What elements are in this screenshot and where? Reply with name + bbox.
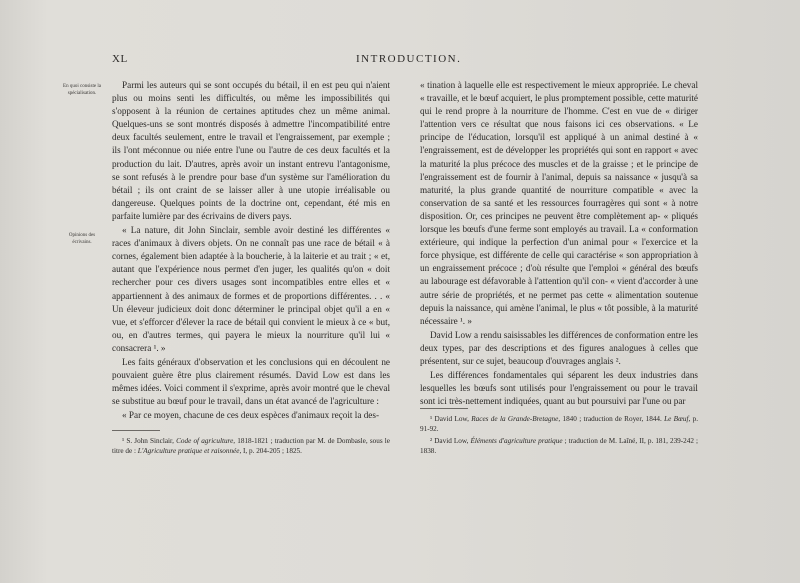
page-number: XL — [112, 53, 128, 65]
paragraph: David Low a rendu saisissables les différences de conformation entre les deux types, par des descriptions et des figures analogues à celles que présentent, sur ce sujet, beaucoup d'ouvrages anglais ². — [420, 329, 698, 366]
footnotes-right — [420, 414, 698, 457]
footnotes-left — [112, 436, 390, 457]
footnote-divider — [112, 430, 160, 431]
paragraph-quote-continued: « tination à laquelle elle est respectivement le mieux appropriée. Le cheval « travaille, et le bœuf acquiert, le plus promptement possible, cette maturité qui le rend propre à la nourriture de l'homme. C'est en vue de « diriger l'attention vers ce résultat que nous faisons ici ces observations. « Le principe de l'éducation, lorsqu'il est appliqué à un animal destiné à « l'engraissement, est de développer les propriétés qui sont en rapport « avec la maturité la plus précoce des muscles et de la graisse ; et le principe de l'engraissement est de fournir à l'animal, depuis sa naissance « jusqu'à sa maturité, la plus grande quantité de nourriture compatible « avec la conservation de sa santé et les ressources fourragères qui sont « à notre disposition. Or, ces principes ne peuvent être complètement ap- « pliqués lorsque les bœufs d'une ferme sont employés au travail. La « conformation extérieure, qui indique la perfection d'un animal pour « l'exercice et la force physique, est différente de celle qui caractérise « son appropriation à un engraissement précoce ; d'où résulte que l'emploi « général des bœufs au labourage est défavorable à l'attention qu'il con- « vient d'accorder à une autre série de propriétés, et ne permet pas cette « alimentation soutenue depuis la naissance, qui amène l'animal, le plus « tôt possible, à la maturité nécessaire ¹. » — [420, 80, 698, 326]
paragraph: Les différences fondamentales qui séparent les deux industries dans lesquelles les bœufs sont utilisés pour l'engraissement ou pour le travail sont ici très-nettement indiquées, quant au but poursuivi par l'une ou par — [420, 370, 698, 407]
running-head: INTRODUCTION. — [356, 53, 462, 65]
footnote: ¹ S. John Sinclair, Code of agriculture, 1818-1821 ; traduction par M. de Dombasle, sous le titre de : L'Agriculture pratique et raisonnée, I, p. 204-205 ; 1825. — [112, 437, 390, 456]
page-header — [0, 53, 800, 67]
right-column — [420, 79, 698, 408]
paragraph-quote-sinclair: « La nature, dit John Sinclair, semble avoir destiné les différentes « races d'animaux à divers objets. On ne connaît pas une race de bétail « à cornes, également bien adaptée à la boucherie, à la laiterie et au trait ; « et, autant que l'expérience nous permet d'en juger, les qualités qu'on « doit rechercher pour ces divers usages sont incompatibles entre elles et « appartiennent à des animaux de formes et de proportions différentes. . . « Un éleveur judicieux doit donc déterminer le principal objet qu'il a en « vue, et s'efforcer d'élever la race de bétail qui convient le mieux à ce « but, ou, en d'autres termes, qui payera le mieux la nourriture qu'il lui « consacrera ¹. » — [112, 225, 390, 353]
footnote-divider — [420, 408, 468, 409]
footnote: ¹ David Low, Races de la Grande-Bretagne, 1840 ; traduction de Royer, 1844. Le Bœuf, p. 91-92. — [420, 415, 699, 434]
margin-note-opinions: Opinions des écrivains. — [68, 233, 96, 245]
footnote: ² David Low, Éléments d'agriculture pratique ; traduction de M. Laîné, II, p. 181, 239-242 ; 1838. — [420, 436, 699, 456]
left-column — [112, 79, 390, 422]
paragraph-quote-low: « Par ce moyen, chacune de ces deux espèces d'animaux reçoit la des- — [122, 410, 380, 421]
paragraph: Les faits généraux d'observation et les conclusions qui en découlent ne pouvaient guère être plus clairement résumés. David Low est dans les mêmes idées. Voici comment il s'exprime, après avoir montré que le cheval se substitue au bœuf pour le travail, dans un état avancé de l'agriculture : — [112, 356, 390, 407]
margin-note-specialisation: En quoi consiste la spécialisation. — [63, 84, 101, 96]
paragraph: Parmi les auteurs qui se sont occupés du bétail, il en est peu qui n'aient plus ou moins senti les difficultés, ou même les impossibilités qui s'opposent à la réunion de certaines aptitudes chez un même animal. Quelques-uns se sont montrés disposés à admettre l'incompatibilité entre deux facultés seulement, entre le travail et l'engraissement, par exemple ; ils l'ont méconnue ou niée entre l'une ou l'autre de ces deux facultés et la production du lait. D'autres, après avoir un instant entrevu l'antagonisme, se sont refusés à le prendre pour base d'un système sur l'amélioration du bétail ; ils ont craint de se laisser aller à une utopie irréalisable ou dangereuse. Quelques points de la doctrine ont, cependant, été mis en parfaite lumière par des écrivains de divers pays. — [112, 80, 390, 221]
